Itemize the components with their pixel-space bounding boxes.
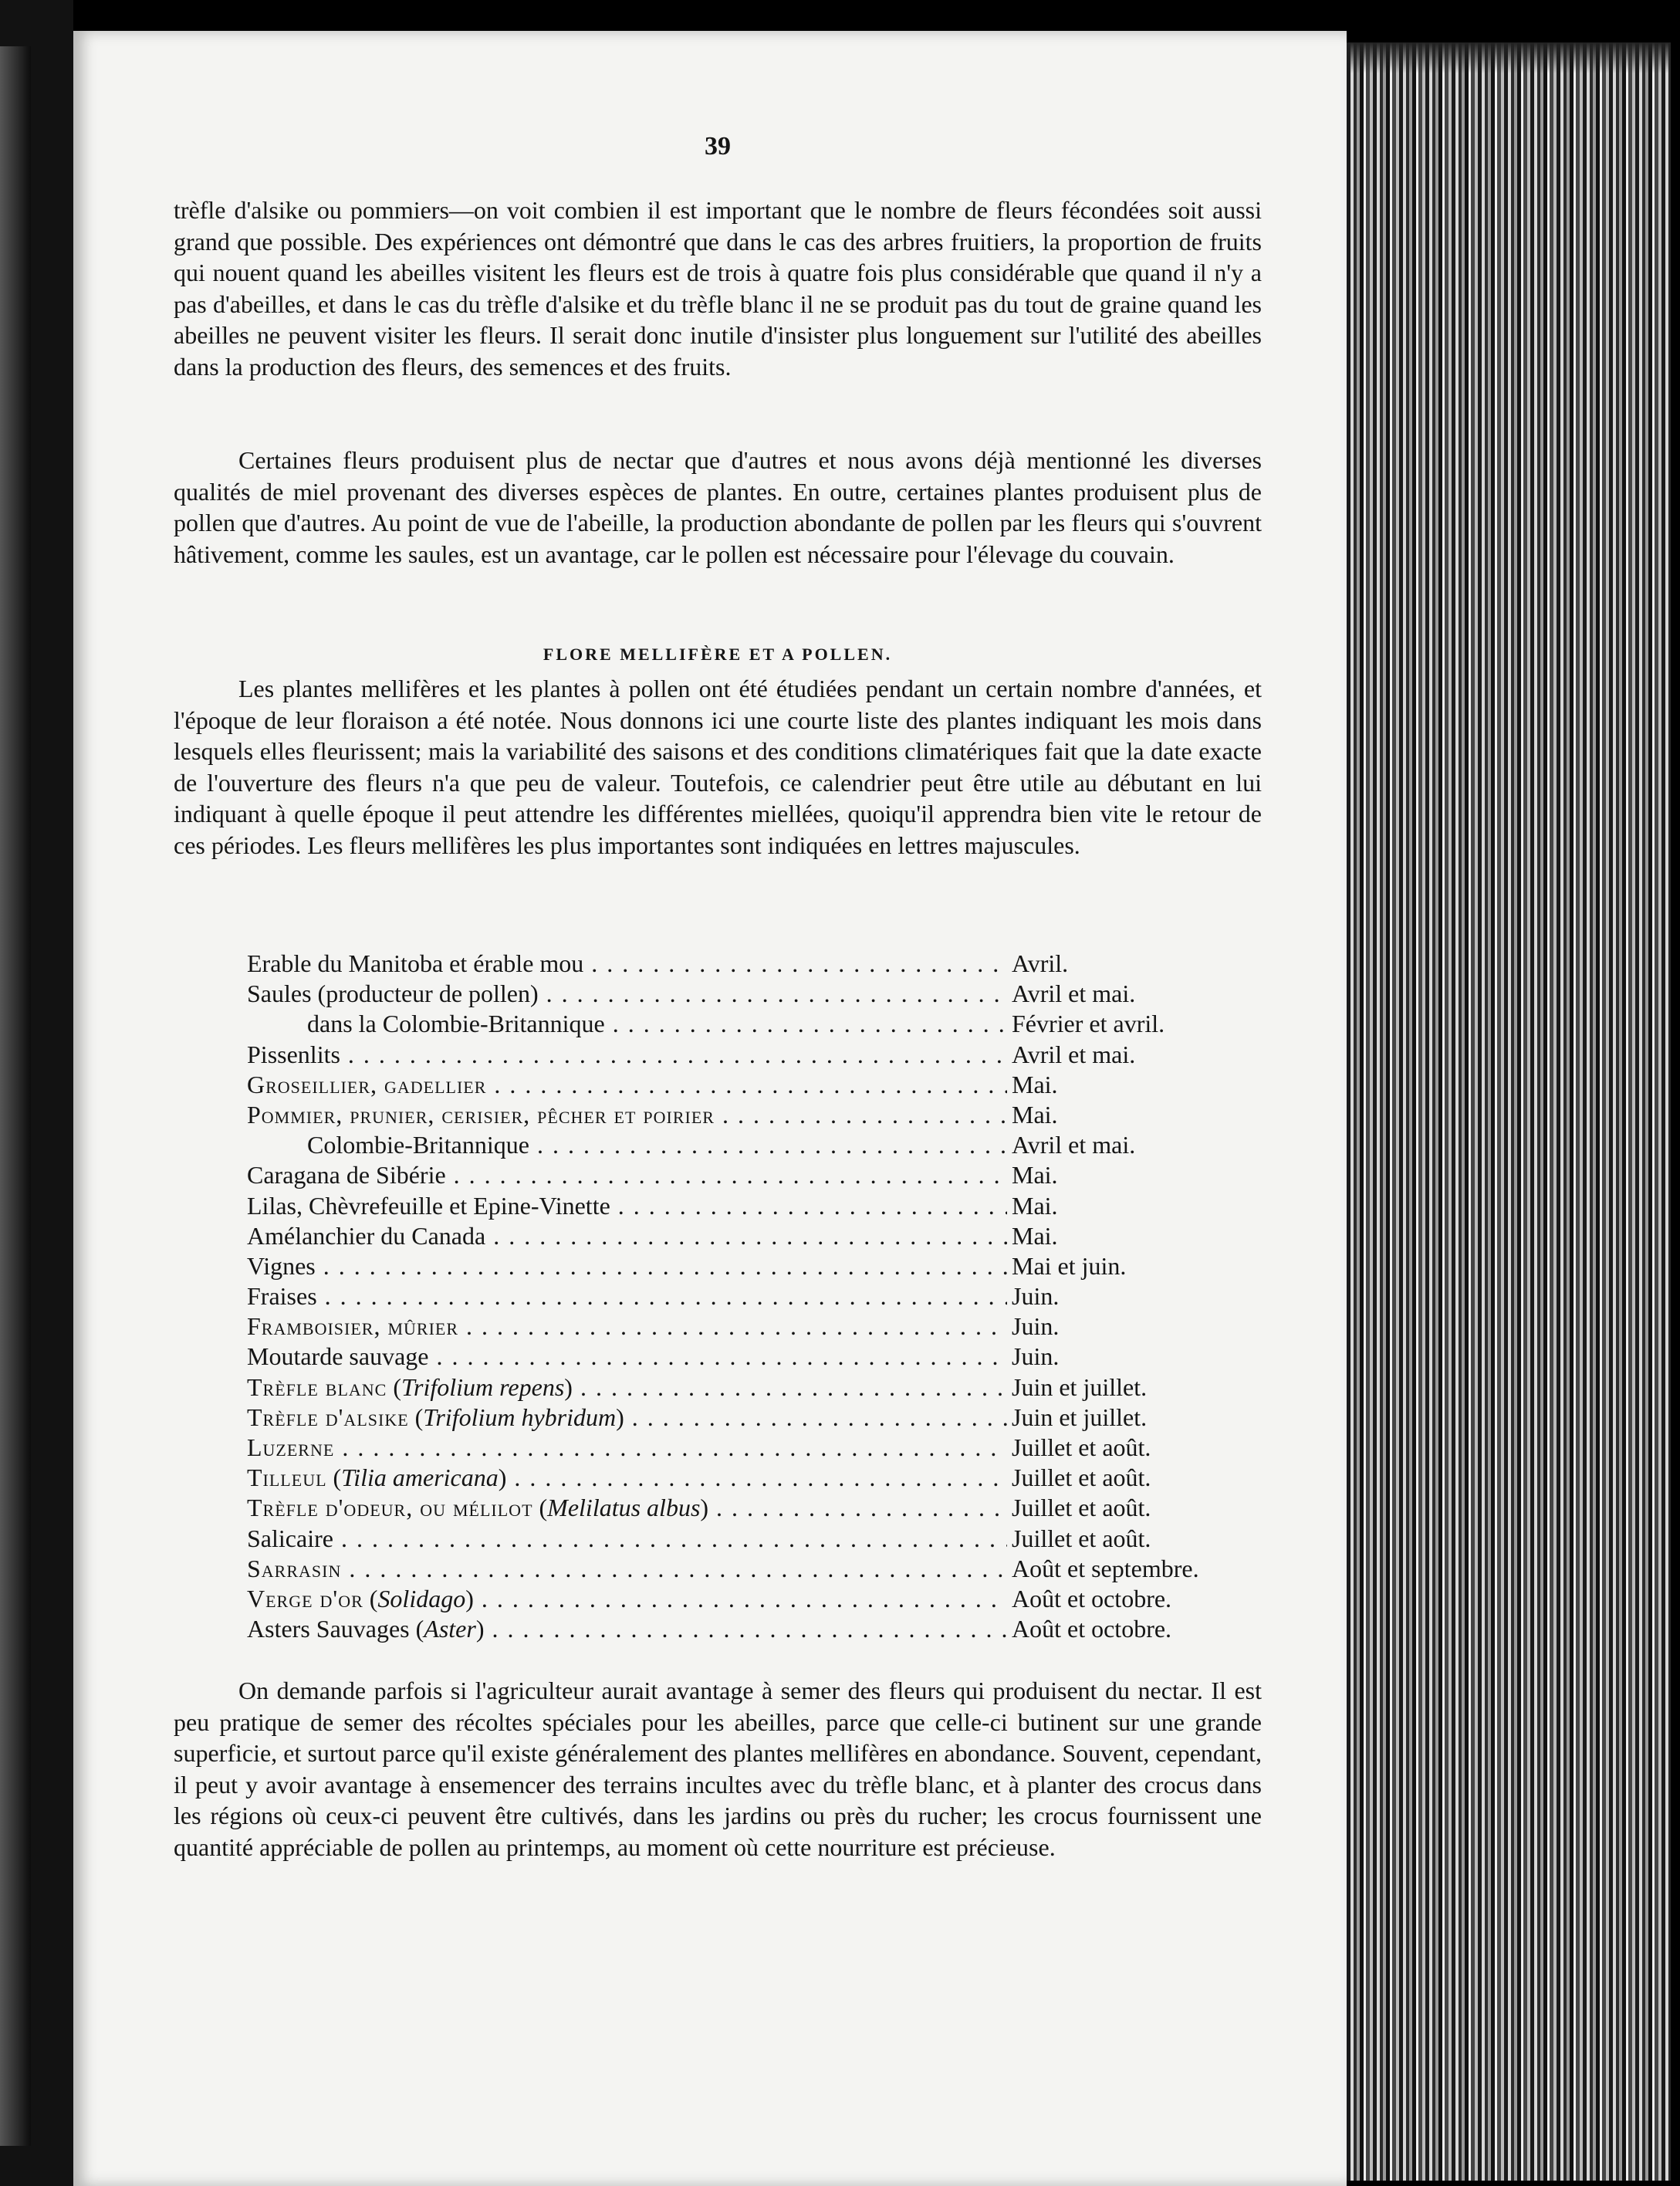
list-item xyxy=(247,1250,1258,1281)
list-item xyxy=(247,1462,1258,1492)
plant-months: Août et octobre. xyxy=(1012,1584,1172,1612)
list-item xyxy=(247,978,1258,1008)
plant-latin-name: Aster xyxy=(424,1615,476,1643)
plant-calendar-list xyxy=(247,948,1258,1643)
plant-name: Pommier, prunier, cerisier, pêcher et poirier . . . xyxy=(247,1099,1007,1131)
plant-common-name: Trèfle d'odeur, ou mélilot xyxy=(247,1494,533,1522)
plant-months: Avril. xyxy=(1012,949,1069,977)
list-item xyxy=(247,1432,1258,1462)
list-item xyxy=(247,1159,1258,1189)
plant-name: Colombie-Britannique . . . xyxy=(247,1129,1007,1161)
plant-months: Juin. xyxy=(1012,1342,1060,1371)
book-binding xyxy=(0,0,73,2186)
plant-name: Sarrasin . . . xyxy=(247,1553,1007,1585)
plant-name: Lilas, Chèvrefeuille et Epine-Vinette . . . xyxy=(247,1190,1007,1222)
list-item xyxy=(247,948,1258,978)
page-stack-shadow xyxy=(1347,42,1671,73)
plant-months: Juin et juillet. xyxy=(1012,1403,1148,1431)
plant-name: Amélanchier du Canada . . . xyxy=(247,1220,1007,1252)
plant-months: Mai. xyxy=(1012,1100,1058,1129)
plant-months: Août et octobre. xyxy=(1012,1615,1172,1643)
list-item xyxy=(247,1099,1258,1129)
plant-months: Mai. xyxy=(1012,1191,1058,1220)
plant-months: Août et septembre. xyxy=(1012,1554,1199,1582)
list-item xyxy=(247,1492,1258,1522)
plant-common-name: Tilleul xyxy=(247,1464,327,1492)
list-item xyxy=(247,1341,1258,1371)
plant-months: Juillet et août. xyxy=(1012,1464,1151,1492)
plant-name: Caragana de Sibérie . . . xyxy=(247,1159,1007,1191)
paragraph-1: trèfle d'alsike ou pommiers—on voit combien il est important que le nombre de fleurs fécondées soit aussi grand que possible. Des expériences ont démontré que dans le cas des arbres fruitiers, la proportion de fruits qui nouent quand les abeilles visitent les fleurs est de trois à quatre fois plus considérable que quand il n'y a pas d'abeilles, et dans le cas du trèfle d'alsike et du trèfle blanc il ne se produit pas du tout de graine quand les abeilles ne peuvent visiter les fleurs. Il serait donc inutile d'insister plus longuement sur l'utilité des abeilles dans la production des fleurs, des semences et des fruits. xyxy=(174,196,1262,381)
plant-months: Avril et mai. xyxy=(1012,1040,1136,1068)
list-item xyxy=(247,1039,1258,1069)
list-item xyxy=(247,1008,1258,1038)
plant-name: Vignes . . . xyxy=(247,1250,1007,1282)
list-item xyxy=(247,1311,1258,1341)
list-item xyxy=(247,1613,1258,1643)
list-item xyxy=(247,1372,1258,1402)
plant-name: Luzerne . . . xyxy=(247,1432,1007,1464)
list-item xyxy=(247,1583,1258,1613)
list-item xyxy=(247,1220,1258,1250)
list-item xyxy=(247,1402,1258,1432)
plant-months: Mai. xyxy=(1012,1070,1058,1098)
plant-name: dans la Colombie-Britannique . . . xyxy=(247,1008,1007,1040)
plant-months: Février et avril. xyxy=(1012,1010,1165,1038)
plant-common-name: Trèfle blanc xyxy=(247,1372,387,1401)
plant-months: Juin et juillet. xyxy=(1012,1372,1148,1401)
plant-name: Erable du Manitoba et érable mou . . . xyxy=(247,948,1007,980)
plant-months: Juillet et août. xyxy=(1012,1494,1151,1522)
list-item xyxy=(247,1553,1258,1583)
plant-latin-name: Trifolium hybridum xyxy=(423,1403,617,1431)
plant-months: Avril et mai. xyxy=(1012,980,1136,1008)
paragraph-4: On demande parfois si l'agriculteur aurait avantage à semer des fleurs qui produisent du nectar. Il est peu pratique de semer des récoltes spéciales pour les abeilles, parce que celle-ci butinent sur une grande superficie, et surtout parce qu'il existe généralement des plantes mellifères en abondance. Souvent, cependant, il peut y avoir avantage à ensemencer des terrains incultes avec du trèfle blanc, et à planter des crocus dans les régions où ceux-ci peuvent être cultivés, dans les jardins ou près du rucher; les crocus fournissent une quantité appréciable de pollen au printemps, au moment où cette nourriture est précieuse. xyxy=(174,1677,1262,1861)
plant-name: Trèfle d'odeur, ou mélilot (Melilatus albus) . . . xyxy=(247,1492,1007,1524)
list-item xyxy=(247,1190,1258,1220)
plant-name: Verge d'or (Solidago) . . . xyxy=(247,1583,1007,1615)
plant-name: Salicaire . . . xyxy=(247,1523,1007,1555)
plant-name: Saules (producteur de pollen) . . . xyxy=(247,978,1007,1010)
plant-name: Asters Sauvages (Aster) . . . xyxy=(247,1613,1007,1645)
list-item xyxy=(247,1069,1258,1099)
plant-latin-name: Melilatus albus xyxy=(547,1494,701,1522)
section-title: FLORE MELLIFÈRE ET A POLLEN. xyxy=(543,645,893,664)
plant-name: Moutarde sauvage . . . xyxy=(247,1341,1007,1372)
plant-months: Avril et mai. xyxy=(1012,1131,1136,1159)
plant-name: Trèfle d'alsike (Trifolium hybridum) . . . xyxy=(247,1402,1007,1433)
plant-months: Juillet et août. xyxy=(1012,1524,1151,1552)
plant-name: Trèfle blanc (Trifolium repens) . . . xyxy=(247,1372,1007,1403)
plant-months: Mai. xyxy=(1012,1221,1058,1250)
list-item xyxy=(247,1281,1258,1311)
plant-name: Framboisier, mûrier . . . xyxy=(247,1311,1007,1342)
page-stack-edge xyxy=(1347,42,1671,2181)
plant-name: Pissenlits . . . xyxy=(247,1039,1007,1071)
list-item xyxy=(247,1129,1258,1159)
plant-months: Mai. xyxy=(1012,1161,1058,1189)
plant-latin-name: Solidago xyxy=(377,1584,466,1612)
plant-name: Fraises . . . xyxy=(247,1281,1007,1312)
binding-edge xyxy=(0,46,31,2146)
paragraph-3: Les plantes mellifères et les plantes à pollen ont été étudiées pendant un certain nombre d'années, et l'époque de leur floraison a été notée. Nous donnons ici une courte liste des plantes indiquant les mois dans lesquels elles fleurissent; mais la variabilité des saisons et des conditions climatériques fait que la date exacte de l'ouverture des fleurs n'a que peu de valeur. Toutefois, ce calendrier peut être utile au débutant en lui indiquant à quelle époque il peut attendre les différentes miellées, quoiqu'il apprendra bien vite le retour de ces périodes. Les fleurs mellifères les plus importantes sont indiquées en lettres majuscules. xyxy=(174,675,1262,859)
plant-months: Mai et juin. xyxy=(1012,1251,1127,1280)
plant-common-name: Trèfle d'alsike xyxy=(247,1403,409,1431)
page-number: 39 xyxy=(705,132,731,161)
list-item xyxy=(247,1523,1258,1553)
plant-common-name: Asters Sauvages xyxy=(247,1615,410,1643)
plant-name: Tilleul (Tilia americana) . . . xyxy=(247,1462,1007,1494)
plant-name: Groseillier, gadellier . . . xyxy=(247,1069,1007,1101)
plant-common-name: Verge d'or xyxy=(247,1584,363,1612)
plant-latin-name: Trifolium repens xyxy=(401,1372,565,1401)
plant-months: Juin. xyxy=(1012,1312,1060,1341)
plant-months: Juin. xyxy=(1012,1282,1060,1311)
plant-months: Juillet et août. xyxy=(1012,1433,1151,1461)
paragraph-2: Certaines fleurs produisent plus de nectar que d'autres et nous avons déjà mentionné les diverses qualités de miel provenant des diverses espèces de plantes. En outre, certaines plantes produisent plus de pollen que d'autres. Au point de vue de l'abeille, la production abondante de pollen par les fleurs qui s'ouvrent hâtivement, comme les saules, est un avantage, car le pollen est nécessaire pour l'élevage du couvain. xyxy=(174,446,1262,568)
plant-latin-name: Tilia americana xyxy=(341,1464,499,1492)
